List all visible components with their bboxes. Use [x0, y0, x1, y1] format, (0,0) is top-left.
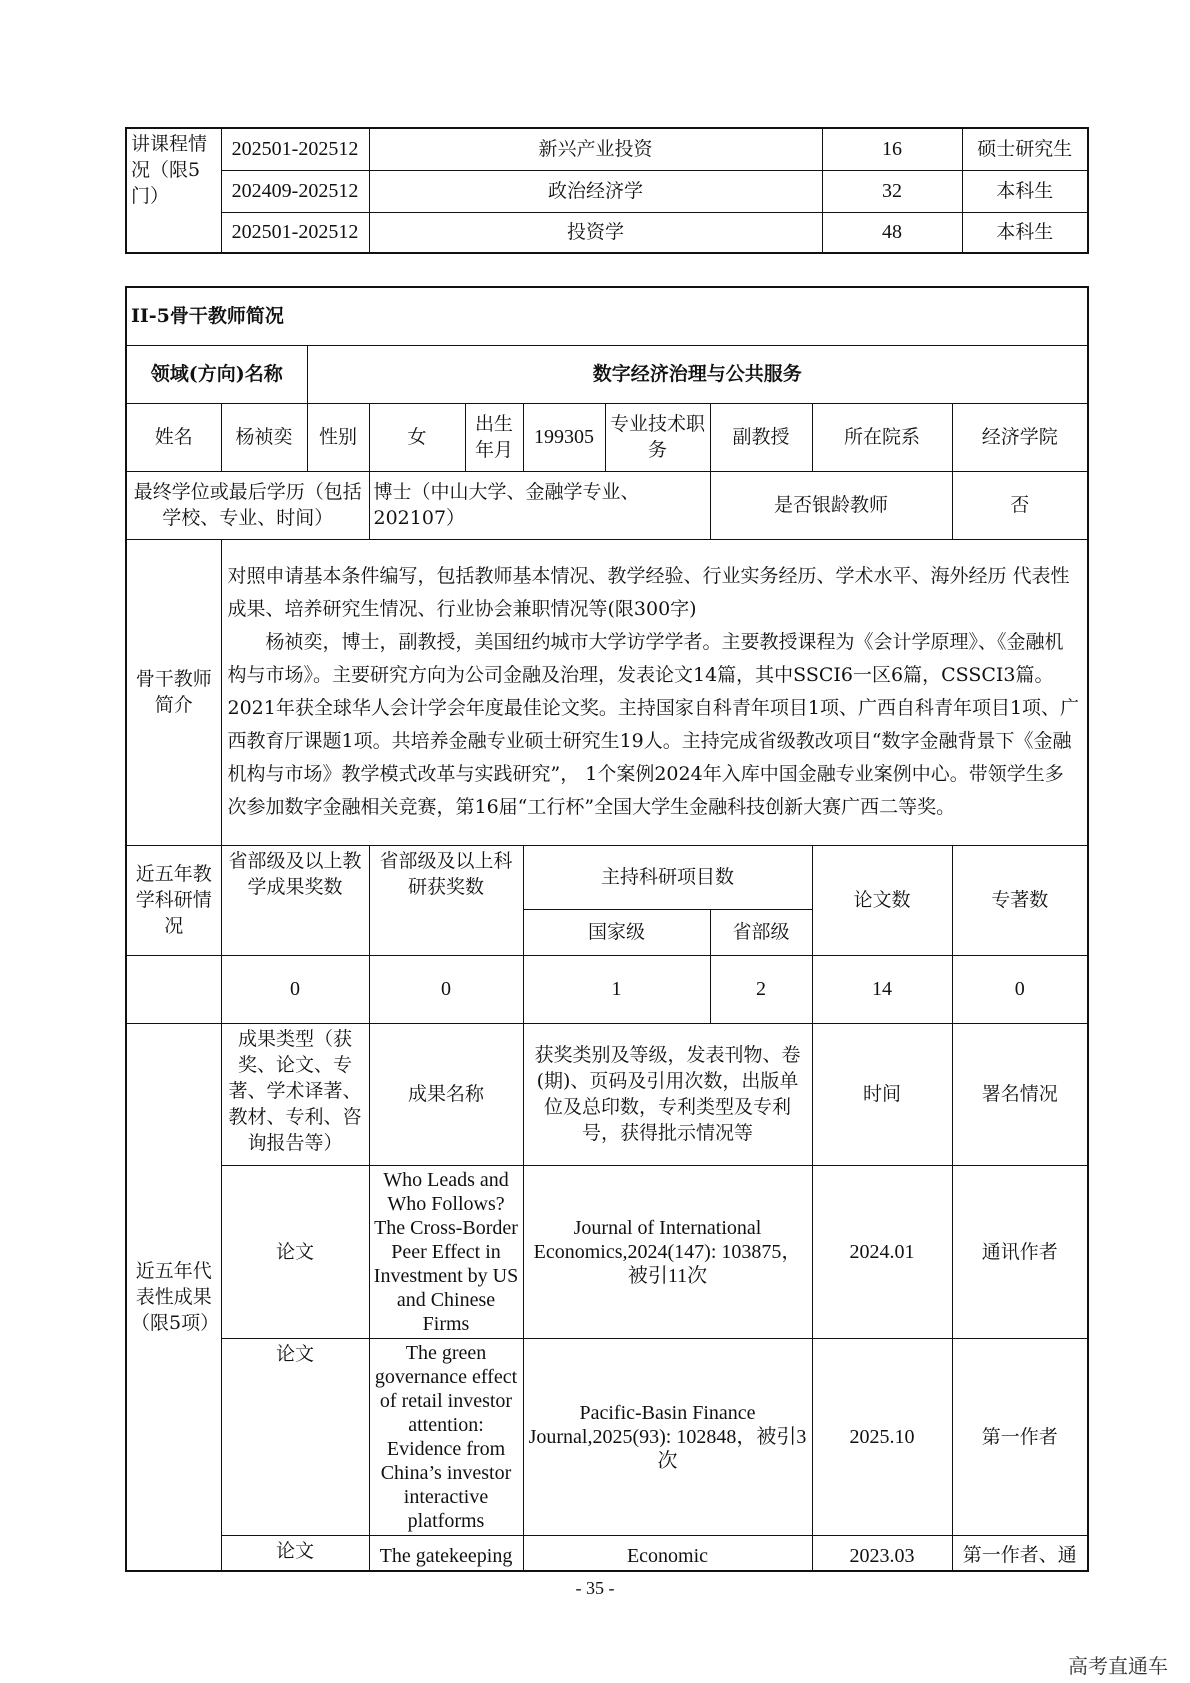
degree-value: 博士（中山大学、金融学专业、202107） [369, 471, 710, 539]
course-period: 202501-202512 [221, 128, 369, 170]
table-row [126, 539, 1088, 845]
achievement-title: The green governance effect of retail investor attention: Evidence from China’s investor interactive platforms [369, 1338, 523, 1535]
value-books: 0 [952, 955, 1088, 1023]
silver-label: 是否银龄教师 [710, 471, 952, 539]
silver-value: 否 [952, 471, 1088, 539]
header-papers: 论文数 [812, 845, 952, 955]
course-name: 投资学 [369, 212, 822, 253]
value-teaching-awards: 0 [221, 955, 369, 1023]
header-detail: 获奖类别及等级，发表刊物、卷(期)、页码及引用次数，出版单位及总印数，专利类型及专利号，获得批示情况等 [523, 1023, 812, 1165]
gender-value: 女 [369, 403, 465, 471]
section-title: II-5骨干教师简况 [126, 287, 1088, 345]
achievement-type: 论文 [221, 1535, 369, 1571]
value-research-awards: 0 [369, 955, 523, 1023]
table-row [126, 845, 1088, 909]
degree-label: 最终学位或最后学历（包括学校、专业、时间） [126, 471, 369, 539]
research-label: 近五年教学科研情况 [126, 845, 221, 955]
course-level: 硕士研究生 [962, 128, 1088, 170]
course-period: 202501-202512 [221, 212, 369, 253]
achievement-title: Who Leads and Who Follows? The Cross-Border Peer Effect in Investment by US and Chinese Firms [369, 1165, 523, 1338]
course-level: 本科生 [962, 170, 1088, 212]
table-row [126, 1165, 1088, 1338]
header-time: 时间 [812, 1023, 952, 1165]
header-national: 国家级 [523, 909, 710, 955]
profile-text: 杨祯奕，博士，副教授，美国纽约城市大学访学学者。主要教授课程为《会计学原理》、《金融机构与市场》。主要研究方向为公司金融及治理，发表论文14篇，其中SSCI6一区6篇，CSSCI3篇。2021年获全球华人会计学会年度最佳论文奖。主持国家自科青年项目1项、广西自科青年项目1项、广西教育厅课题1项。共培养金融专业硕士研究生19人。主持完成省级教改项目“数字金融背景下《金融机构与市场》教学模式改革与实践研究”， 1个案例2024年入库中国金融专业案例中心。带领学生多次参加数字金融相关竞赛，第16届“工行杯”全国大学生金融科技创新大赛广西二等奖。 [227, 631, 1080, 818]
achievement-time: 2024.01 [812, 1165, 952, 1338]
course-hours: 16 [822, 128, 962, 170]
page-number: - 35 - [575, 1578, 615, 1598]
title-label: 专业技术职务 [605, 403, 710, 471]
header-books: 专著数 [952, 845, 1088, 955]
course-table [125, 127, 1089, 254]
course-hours: 32 [822, 170, 962, 212]
achievement-author: 第一作者 [952, 1338, 1088, 1535]
achievements-label: 近五年代表性成果（限5项） [126, 1023, 221, 1571]
achievement-title: The gatekeeping [369, 1535, 523, 1571]
name-label: 姓名 [126, 403, 221, 471]
achievement-author: 第一作者、通 [952, 1535, 1088, 1571]
achievement-type: 论文 [221, 1338, 369, 1535]
achievement-type: 论文 [221, 1165, 369, 1338]
title-value: 副教授 [710, 403, 812, 471]
table-row [126, 1338, 1088, 1535]
course-period: 202409-202512 [221, 170, 369, 212]
header-teaching-awards: 省部级及以上教学成果奖数 [221, 845, 369, 955]
dept-label: 所在院系 [812, 403, 952, 471]
table-row [126, 170, 1088, 212]
table-row [126, 345, 1088, 403]
table-row [126, 403, 1088, 471]
teacher-table [125, 286, 1089, 1572]
table-row [126, 1023, 1088, 1165]
profile-body [221, 539, 1088, 845]
header-author: 署名情况 [952, 1023, 1088, 1165]
table-row [126, 955, 1088, 1023]
gender-label: 性别 [307, 403, 369, 471]
table-row [126, 212, 1088, 253]
name-value: 杨祯奕 [221, 403, 307, 471]
header-research-awards: 省部级及以上科研获奖数 [369, 845, 523, 955]
research-label-cont [126, 955, 221, 1023]
course-section-label: 讲课程情况（限5门） [126, 128, 221, 253]
value-national: 1 [523, 955, 710, 1023]
achievement-detail: Journal of International Economics,2024(147): 103875，被引11次 [523, 1165, 812, 1338]
achievement-time: 2025.10 [812, 1338, 952, 1535]
table-row [126, 1535, 1088, 1571]
value-papers: 14 [812, 955, 952, 1023]
table-row [126, 287, 1088, 345]
course-level: 本科生 [962, 212, 1088, 253]
achievement-time: 2023.03 [812, 1535, 952, 1571]
field-label: 领域(方向)名称 [126, 345, 307, 403]
course-name: 新兴产业投资 [369, 128, 822, 170]
field-value: 数字经济治理与公共服务 [307, 345, 1088, 403]
achievement-author: 通讯作者 [952, 1165, 1088, 1338]
achievement-detail: Economic [523, 1535, 812, 1571]
header-type: 成果类型（获奖、论文、专著、学术译著、教材、专利、咨询报告等） [221, 1023, 369, 1165]
birth-label: 出生年月 [465, 403, 523, 471]
profile-instruction: 对照申请基本条件编写，包括教师基本情况、教学经验、行业实务经历、学术水平、海外经历 代表性成果、培养研究生情况、行业协会兼职情况等(限300字) [227, 565, 1070, 620]
course-name: 政治经济学 [369, 170, 822, 212]
watermark: 高考直通车 [1068, 1654, 1168, 1678]
birth-value: 199305 [523, 403, 605, 471]
table-row [126, 471, 1088, 539]
achievement-detail: Pacific-Basin Finance Journal,2025(93): 102848，被引3次 [523, 1338, 812, 1535]
dept-value: 经济学院 [952, 403, 1088, 471]
value-provincial: 2 [710, 955, 812, 1023]
header-projects: 主持科研项目数 [523, 845, 812, 909]
profile-label: 骨干教师简介 [126, 539, 221, 845]
course-hours: 48 [822, 212, 962, 253]
header-provincial: 省部级 [710, 909, 812, 955]
table-row [126, 128, 1088, 170]
header-title: 成果名称 [369, 1023, 523, 1165]
